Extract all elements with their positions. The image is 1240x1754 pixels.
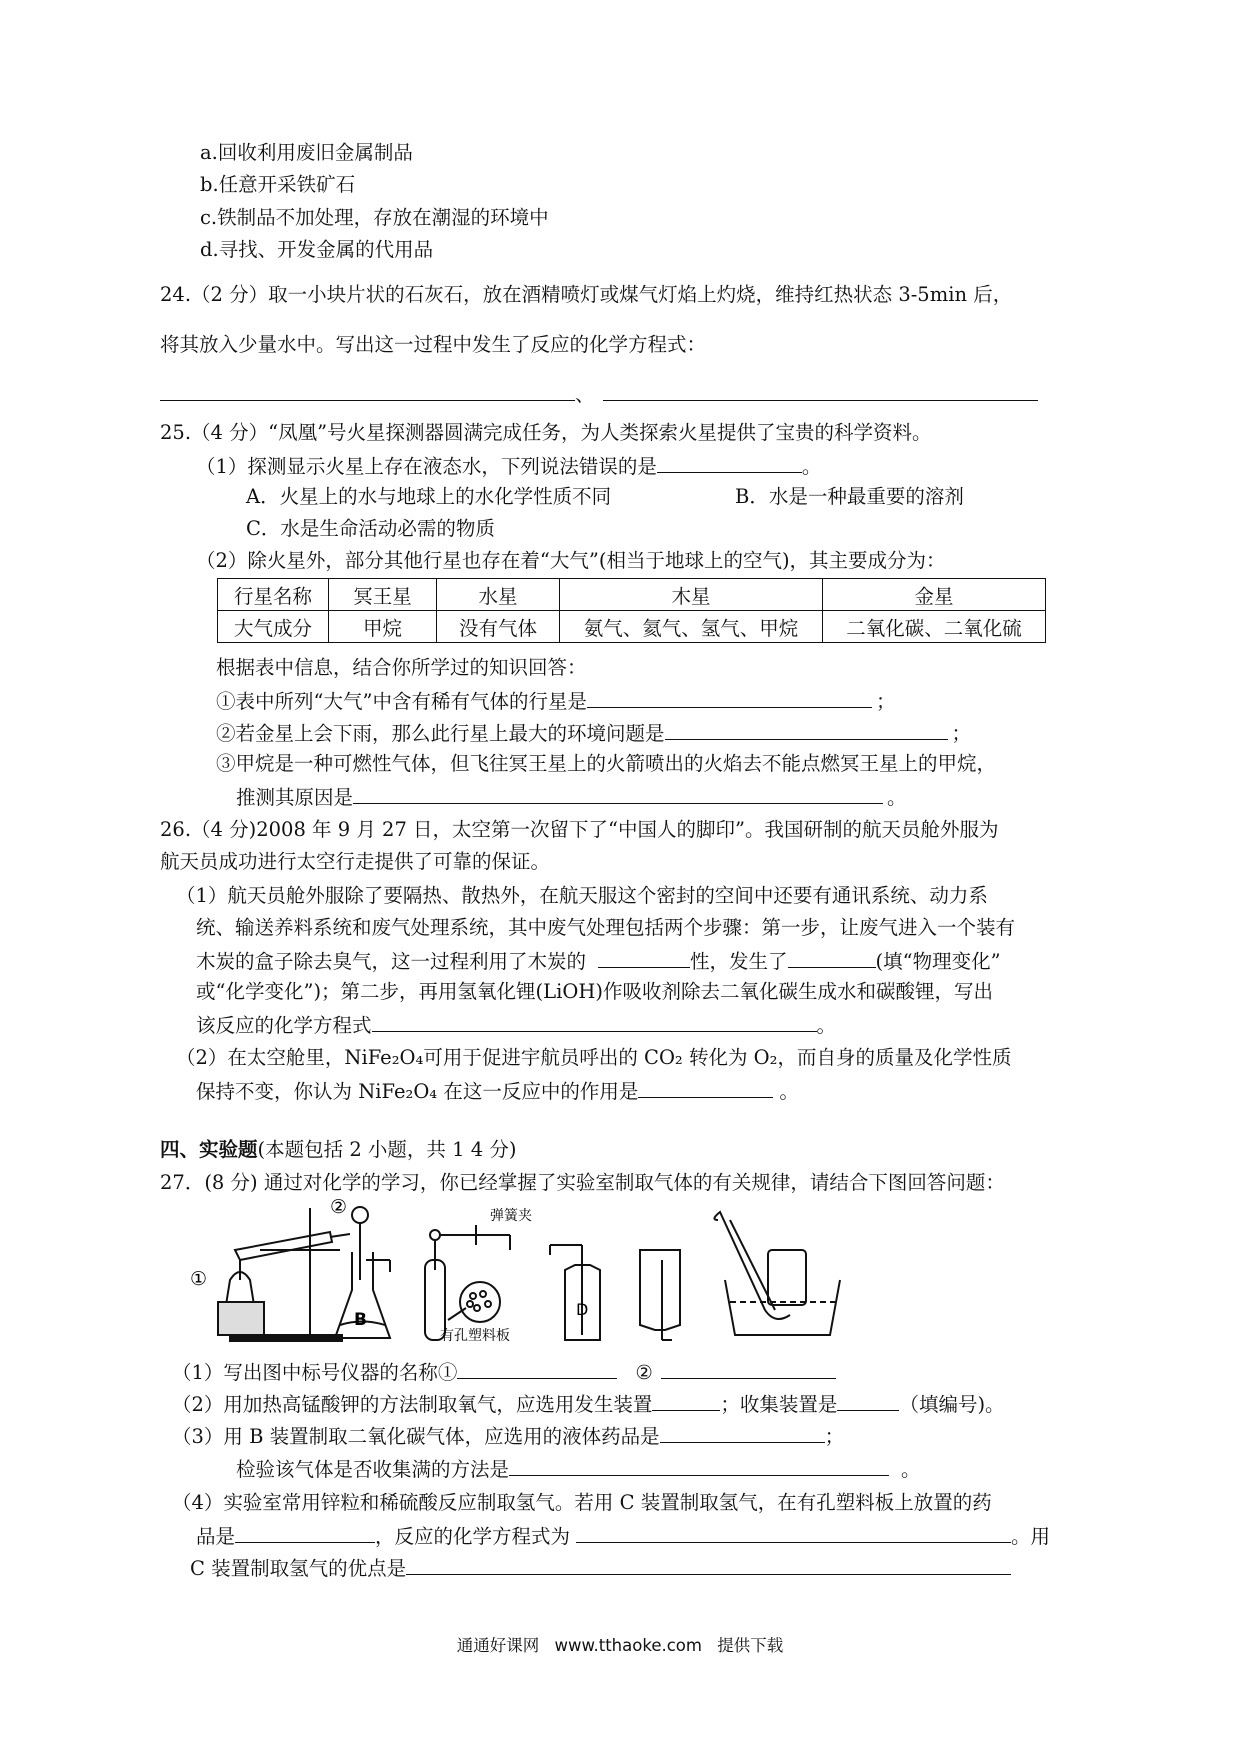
table-cell: 大气成分 bbox=[218, 611, 329, 643]
answer-blank[interactable] bbox=[638, 1077, 773, 1098]
answer-blank[interactable] bbox=[372, 1011, 817, 1032]
q26-line4: 统、输送养料系统和废气处理系统，其中废气处理包括两个步骤：第一步，让废气进入一个装有 bbox=[196, 916, 1016, 939]
q27-text: 。用 bbox=[1011, 1525, 1051, 1548]
table-cell: 冥王星 bbox=[329, 579, 437, 611]
q26-text: 木炭的盒子除去臭气，这一过程利用了木炭的 bbox=[196, 950, 587, 973]
option-b: b.任意开采铁矿石 bbox=[200, 173, 356, 196]
apparatus-d bbox=[550, 1245, 600, 1340]
q27-part4: （4）实验室常用锌粒和稀硫酸反应制取氢气。若用 C 装置制取氢气，在有孔塑料板上放置的药 bbox=[172, 1491, 992, 1514]
lab-apparatus-figure bbox=[190, 1190, 1070, 1350]
q26-text: 该反应的化学方程式 bbox=[196, 1014, 372, 1037]
punct: 。 bbox=[779, 1080, 799, 1103]
q27-part3b bbox=[236, 1455, 921, 1483]
q27-text: 检验该气体是否收集满的方法是 bbox=[236, 1458, 510, 1481]
q25-item3b-text: 推测其原因是 bbox=[236, 786, 354, 809]
answer-blank[interactable] bbox=[598, 947, 690, 968]
table-cell: 氨气、氦气、氢气、甲烷 bbox=[560, 611, 823, 643]
answer-blank[interactable] bbox=[657, 452, 802, 473]
q25-option-b: B．水是一种最重要的溶剂 bbox=[735, 485, 964, 508]
q26-line2: 航天员成功进行太空行走提供了可靠的保证。 bbox=[160, 850, 551, 873]
q26-line3: （1）航天员舱外服除了要隔热、散热外，在航天服这个密封的空间中还要有通讯系统、动力系 bbox=[176, 884, 988, 907]
q27-part3 bbox=[172, 1422, 844, 1450]
q26-line5 bbox=[196, 947, 1001, 975]
answer-blank[interactable] bbox=[235, 1522, 375, 1543]
figure-label-d: D bbox=[576, 1300, 589, 1319]
answer-blank[interactable] bbox=[406, 1554, 1011, 1575]
q27-text: （填编号)。 bbox=[899, 1393, 1005, 1416]
q25-after-table: 根据表中信息，结合你所学过的知识回答： bbox=[216, 656, 587, 679]
punct: ； bbox=[951, 722, 972, 745]
punct: ； bbox=[824, 1425, 845, 1448]
table-cell: 木星 bbox=[560, 579, 823, 611]
punct: 。 bbox=[816, 1014, 837, 1037]
q24-line2: 将其放入少量水中。写出这一过程中发生了反应的化学方程式： bbox=[160, 333, 707, 356]
punct: ； bbox=[875, 690, 896, 713]
apparatus-f bbox=[714, 1212, 840, 1335]
q25-item2-text: ②若金星上会下雨，那么此行星上最大的环境问题是 bbox=[216, 722, 665, 745]
section-title: 四、实验题 bbox=[160, 1138, 258, 1161]
option-d: d.寻找、开发金属的代用品 bbox=[200, 238, 434, 261]
q27-text: （2）用加热高锰酸钾的方法制取氧气，应选用发生装置 bbox=[172, 1393, 653, 1416]
table-cell: 水星 bbox=[437, 579, 560, 611]
q26-line6: 或“化学变化”)；第二步，再用氢氧化锂(LiOH)作吸收剂除去二氧化碳生成水和碳酸锂，写出 bbox=[196, 980, 993, 1003]
q25-part1 bbox=[196, 452, 821, 480]
footer-site: 通通好课网 bbox=[456, 1636, 540, 1655]
answer-blank[interactable] bbox=[661, 1358, 836, 1379]
answer-blank[interactable] bbox=[837, 1390, 899, 1411]
q27-part4c bbox=[190, 1554, 1011, 1582]
punct: 。 bbox=[901, 1458, 921, 1481]
answer-blank[interactable] bbox=[788, 947, 876, 968]
answer-blank[interactable] bbox=[509, 1455, 889, 1476]
answer-blank[interactable] bbox=[587, 687, 872, 708]
q25-item1-text: ①表中所列“大气”中含有稀有气体的行星是 bbox=[216, 690, 587, 713]
q24-line1: 24.（2 分）取一小块片状的石灰石，放在酒精喷灯或煤气灯焰上灼烧，维持红热状态 3-5min 后， bbox=[160, 283, 1013, 306]
footer-url[interactable]: www.tthaoke.com bbox=[554, 1636, 702, 1655]
answer-blank[interactable] bbox=[457, 1358, 617, 1379]
q26-line7 bbox=[196, 1011, 836, 1039]
q27-text: 品是 bbox=[196, 1525, 236, 1548]
separator: 、 bbox=[575, 383, 595, 406]
q26-line9 bbox=[196, 1077, 799, 1105]
answer-blank[interactable] bbox=[576, 1522, 1011, 1543]
table-cell: 没有气体 bbox=[437, 611, 560, 643]
q25-title: 25.（4 分）“凤凰”号火星探测器圆满完成任务，为人类探索火星提供了宝贵的科学资料。 bbox=[160, 421, 932, 444]
section-note: (本题包括 2 小题，共 1 4 分) bbox=[257, 1138, 517, 1161]
q27-text: ② bbox=[635, 1361, 653, 1384]
q27-text: ；收集装置是 bbox=[720, 1393, 838, 1416]
table-row bbox=[218, 579, 1046, 611]
table-cell: 二氧化碳、二氧化硫 bbox=[823, 611, 1046, 643]
answer-blank[interactable] bbox=[160, 380, 575, 401]
answer-blank[interactable] bbox=[652, 1390, 720, 1411]
q27-text: （3）用 B 装置制取二氧化碳气体，应选用的液体药品是 bbox=[172, 1425, 660, 1448]
apparatus-e bbox=[640, 1250, 680, 1340]
q27-part1 bbox=[172, 1358, 836, 1386]
table-row bbox=[218, 611, 1046, 643]
q25-part2: （2）除火星外，部分其他行星也存在着“大气”(相当于地球上的空气)，其主要成分为： bbox=[196, 549, 946, 572]
q27-text: ，反应的化学方程式为 bbox=[375, 1525, 571, 1548]
figure-label-2: ② bbox=[330, 1196, 348, 1218]
table-cell: 甲烷 bbox=[329, 611, 437, 643]
answer-blank[interactable] bbox=[353, 783, 883, 804]
q25-option-a: A．火星上的水与地球上的水化学性质不同 bbox=[246, 485, 612, 508]
footer-note: 提供下载 bbox=[717, 1636, 784, 1655]
apparatus-c bbox=[425, 1225, 510, 1340]
q27-text: C 装置制取氢气的优点是 bbox=[190, 1557, 407, 1580]
page-footer bbox=[0, 1632, 1240, 1656]
q27-title: 27．(8 分) 通过对化学的学习，你已经掌握了实验室制取气体的有关规律，请结合下图回答问题： bbox=[160, 1171, 1005, 1194]
q27-text: （1）写出图中标号仪器的名称① bbox=[172, 1361, 458, 1384]
table-cell: 金星 bbox=[823, 579, 1046, 611]
q27-part4b bbox=[196, 1522, 1050, 1550]
option-a: a.回收利用废旧金属制品 bbox=[200, 141, 413, 164]
planet-table bbox=[217, 578, 1046, 643]
figure-label-1: ① bbox=[190, 1268, 208, 1290]
q26-text: (填“物理变化” bbox=[875, 950, 1001, 973]
table-cell: 行星名称 bbox=[218, 579, 329, 611]
porous-plate-label: 有孔塑料板 bbox=[440, 1328, 510, 1344]
figure-label-b: B bbox=[354, 1310, 367, 1330]
q25-item1 bbox=[216, 687, 895, 715]
apparatus-a bbox=[218, 1208, 350, 1341]
option-c: c.铁制品不加处理，存放在潮湿的环境中 bbox=[200, 206, 549, 229]
punct: 。 bbox=[801, 455, 822, 478]
q26-text: 性，发生了 bbox=[690, 950, 788, 973]
q25-item3: ③甲烷是一种可燃性气体，但飞往冥王星上的火箭喷出的火焰去不能点燃冥王星上的甲烷， bbox=[216, 752, 997, 775]
answer-blank[interactable] bbox=[603, 380, 1038, 401]
section-heading bbox=[160, 1137, 516, 1163]
spring-clip-label: 弹簧夹 bbox=[490, 1208, 532, 1224]
punct: 。 bbox=[887, 786, 907, 809]
q25-option-c: C．水是生命活动必需的物质 bbox=[246, 517, 495, 540]
q26-text: 保持不变，你认为 NiFe₂O₄ 在这一反应中的作用是 bbox=[196, 1080, 639, 1103]
answer-blank[interactable] bbox=[665, 719, 948, 740]
q25-item3b bbox=[236, 783, 907, 811]
answer-blank[interactable] bbox=[660, 1422, 825, 1443]
q26-line1: 26.（4 分)2008 年 9 月 27 日，太空第一次留下了“中国人的脚印”。我国研制的航天员舱外服为 bbox=[160, 818, 999, 841]
q26-line8: （2）在太空舱里，NiFe₂O₄可用于促进宇航员呼出的 CO₂ 转化为 O₂，而自身的质量及化学性质 bbox=[176, 1046, 1012, 1069]
q27-part2 bbox=[172, 1390, 1005, 1418]
q25-part1-text: （1）探测显示火星上存在液态水，下列说法错误的是 bbox=[196, 455, 657, 478]
q25-item2 bbox=[216, 719, 971, 747]
q24-answer-line bbox=[160, 380, 1038, 408]
